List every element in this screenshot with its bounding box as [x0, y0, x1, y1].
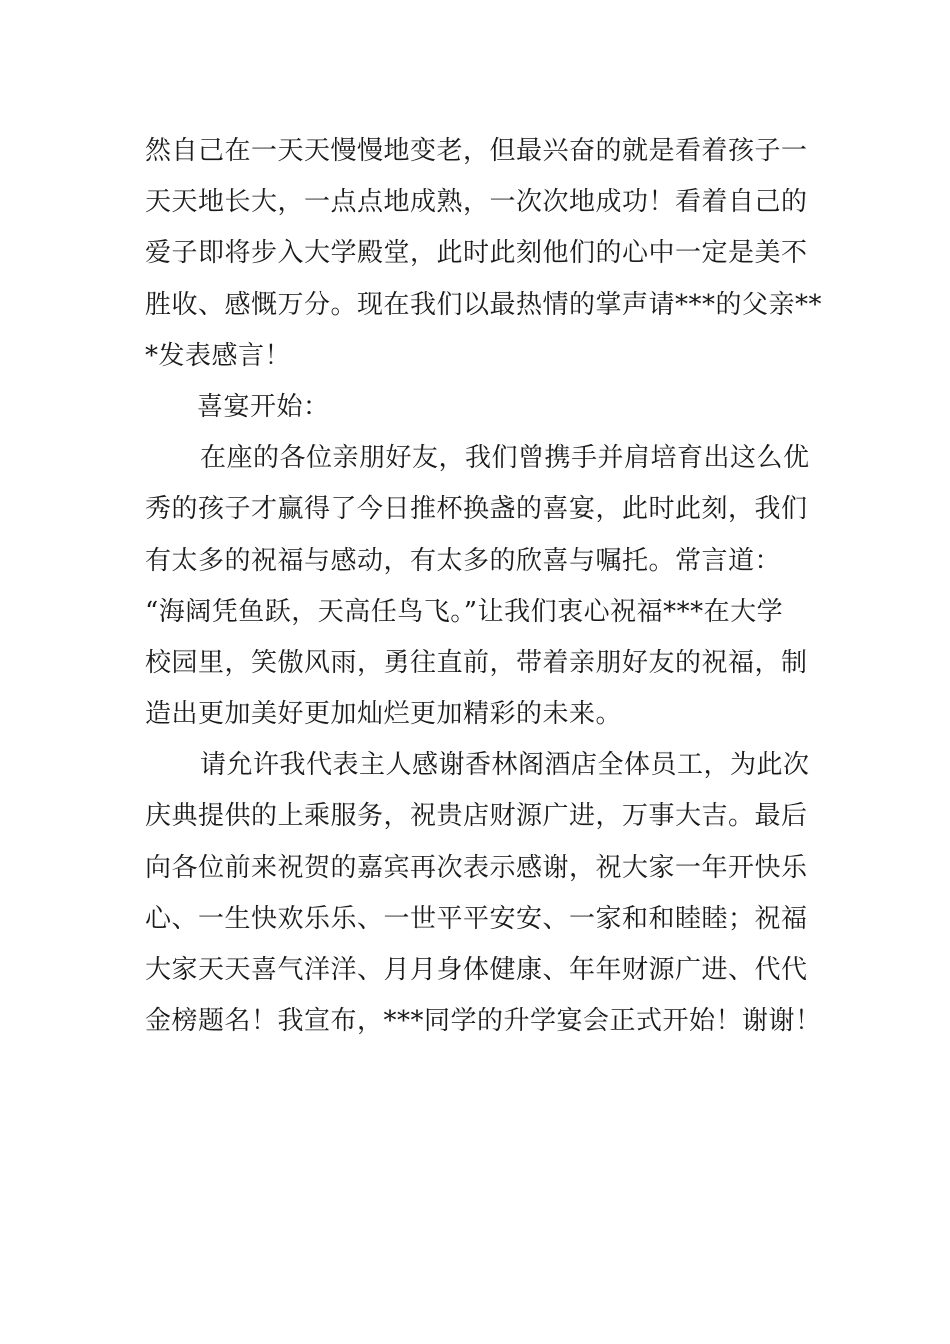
paragraph-closing — [145, 740, 822, 1047]
text-line: 校园里，笑傲风雨，勇往直前，带着亲朋好友的祝福，制 — [145, 647, 808, 678]
text-line: 秀的孩子才赢得了今日推杯换盏的喜宴，此时此刻，我们 — [145, 494, 808, 525]
text-line: 爱子即将步入大学殿堂，此时此刻他们的心中一定是美不 — [145, 238, 808, 269]
text-line: 在座的各位亲朋好友，我们曾携手并肩培育出这么优 — [200, 443, 810, 474]
text-line: 大家天天喜气洋洋、月月身体健康、年年财源广进、代代 — [145, 955, 808, 985]
text-line: “海阔凭鱼跃，天高任鸟飞。”让我们衷心祝福***在大学 — [145, 596, 784, 627]
text-line: 天天地长大，一点点地成熟，一次次地成功！看着自己的 — [145, 187, 808, 218]
text-line: 胜收、感慨万分。现在我们以最热情的掌声请***的父亲** — [145, 289, 823, 320]
text-line: 请允许我代表主人感谢香林阁酒店全体员工，为此次 — [200, 750, 810, 781]
text-line: 向各位前来祝贺的嘉宾再次表示感谢，祝大家一年开快乐 — [145, 852, 808, 883]
text-line: *发表感言！ — [145, 340, 292, 371]
text-line: 庆典提供的上乘服务，祝贵店财源广进，万事大吉。最后 — [145, 801, 808, 832]
document-body — [145, 126, 823, 1047]
paragraph-continuation — [145, 126, 823, 382]
section-heading — [145, 382, 810, 433]
paragraph-toast — [145, 433, 810, 740]
text-line: 然自己在一天天慢慢地变老，但最兴奋的就是看着孩子一 — [145, 136, 808, 166]
section-heading-text: 喜宴开始： — [197, 391, 330, 422]
text-line: 心、一生快欢乐乐、一世平平安安、一家和和睦睦；祝福 — [145, 903, 808, 934]
text-line: 金榜题名！我宣布，***同学的升学宴会正式开始！谢谢！ — [145, 1006, 822, 1037]
text-line: 造出更加美好更加灿烂更加精彩的未来。 — [145, 699, 623, 730]
text-line: 有太多的祝福与感动，有太多的欣喜与嘱托。常言道： — [145, 545, 782, 576]
